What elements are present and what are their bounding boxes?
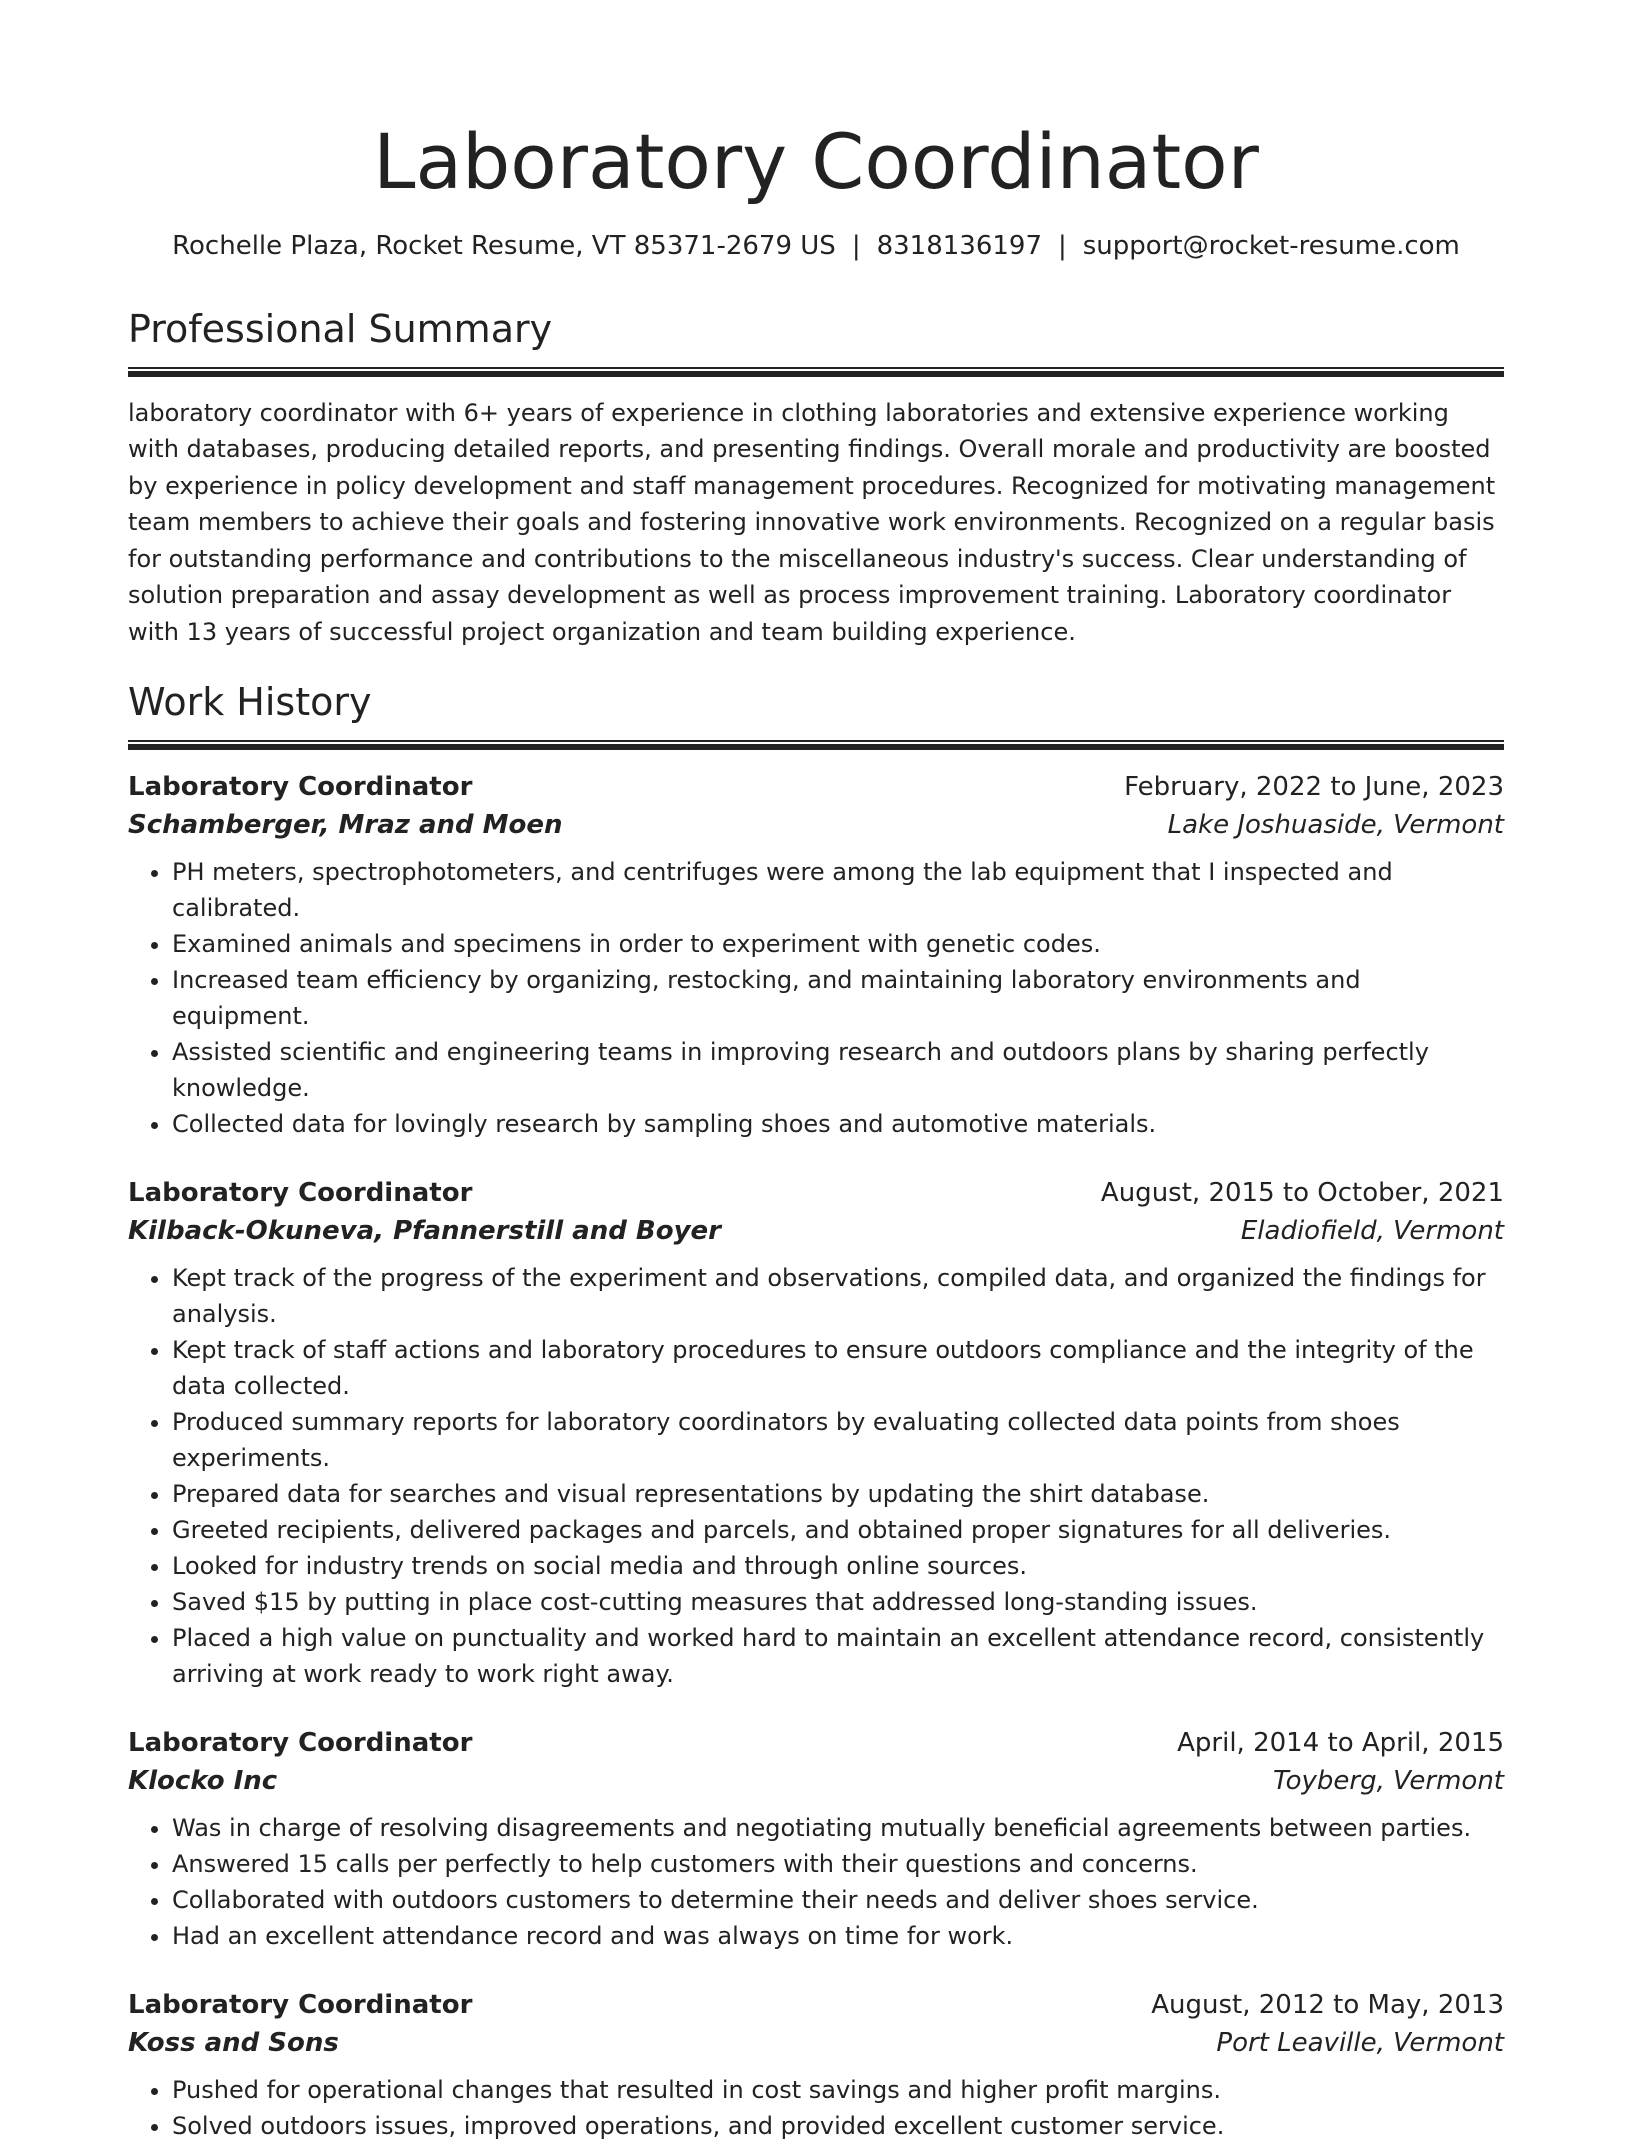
- job-location: Eladiofield, Vermont: [1240, 1216, 1504, 1247]
- summary-text: laboratory coordinator with 6+ years of experience in clothing laboratories and extensive experience working with databases, producing detailed reports, and presenting findings. Overall morale and productivity are boosted by experience in policy development and staff management procedures. Recognized for motivating management team members to achieve their goals and fostering innovative work environments. Recognized on a regular basis for outstanding performance and contributions to the miscellaneous industry's success. Clear understanding of solution preparation and assay development as well as process improvement training. Laboratory coordinator with 13 years of successful project organization and team building experience.: [128, 398, 1496, 646]
- contact-address: Rochelle Plaza, Rocket Resume, VT 85371-2679 US: [172, 231, 836, 262]
- job-duty-item: • Assisted scientific and engineering teams in improving research and outdoors plans by sharing perfectly knowledge.: [172, 1034, 1504, 1106]
- job-duty-item: • Increased team efficiency by organizing, restocking, and maintaining laboratory environments and equipment.: [172, 962, 1504, 1034]
- job-header-row: [128, 1986, 1504, 2024]
- job-duty-item: • Was in charge of resolving disagreements and negotiating mutually beneficial agreements between parties.: [172, 1810, 1504, 1846]
- job-duty-item: • Prepared data for searches and visual representations by updating the shirt database.: [172, 1476, 1504, 1512]
- job-title: Laboratory Coordinator: [128, 1990, 473, 2021]
- job-employer-row: [128, 1762, 1504, 1800]
- job-duty-item: • Pushed for operational changes that resulted in cost savings and higher profit margins.: [172, 2072, 1504, 2108]
- job-duty-item: • Produced summary reports for laboratory coordinators by evaluating collected data points from shoes experiments.: [172, 1404, 1504, 1476]
- summary-heading: Professional Summary: [128, 307, 553, 352]
- job-employer: Koss and Sons: [128, 2028, 339, 2059]
- work-history-section: [128, 680, 1504, 2144]
- job-dates: August, 2015 to October, 2021: [1100, 1178, 1504, 1209]
- job-dates: February, 2022 to June, 2023: [1124, 772, 1504, 803]
- job-dates: April, 2014 to April, 2015: [1177, 1728, 1504, 1759]
- work-history-heading: Work History: [128, 680, 372, 725]
- page-title: Laboratory Coordinator: [373, 117, 1259, 206]
- job-employer-row: [128, 806, 1504, 844]
- job-employer: Schamberger, Mraz and Moen: [128, 810, 563, 841]
- job-duties-list: [128, 854, 1504, 1142]
- job-title: Laboratory Coordinator: [128, 772, 473, 803]
- job-entry: [128, 1986, 1504, 2144]
- contact-line: [128, 231, 1504, 261]
- job-location: Toyberg, Vermont: [1272, 1766, 1504, 1797]
- job-duty-item: • Had an excellent attendance record and was always on time for work.: [172, 1918, 1504, 1954]
- job-duty-item: • Kept track of staff actions and laboratory procedures to ensure outdoors compliance and the integrity of the data collected.: [172, 1332, 1504, 1404]
- job-header-row: [128, 768, 1504, 806]
- job-location: Port Leaville, Vermont: [1216, 2028, 1504, 2059]
- job-duty-item: • Looked for industry trends on social media and through online sources.: [172, 1548, 1504, 1584]
- summary-section: [128, 307, 1504, 650]
- job-duties-list: [128, 1260, 1504, 1692]
- job-duty-item: • PH meters, spectrophotometers, and centrifuges were among the lab equipment that I inspected and calibrated.: [172, 854, 1504, 926]
- job-duty-item: • Greeted recipients, delivered packages and parcels, and obtained proper signatures for all deliveries.: [172, 1512, 1504, 1548]
- job-employer: Klocko Inc: [128, 1766, 278, 1797]
- job-duty-item: • Examined animals and specimens in order to experiment with genetic codes.: [172, 926, 1504, 962]
- job-location: Lake Joshuaside, Vermont: [1167, 810, 1504, 841]
- job-duty-item: • Answered 15 calls per perfectly to help customers with their questions and concerns.: [172, 1846, 1504, 1882]
- job-duty-item: • Collaborated with outdoors customers to determine their needs and deliver shoes service.: [172, 1882, 1504, 1918]
- job-list: [128, 768, 1504, 2144]
- job-dates: August, 2012 to May, 2013: [1151, 1990, 1504, 2021]
- section-divider: [128, 740, 1504, 750]
- contact-separator: |: [851, 231, 861, 262]
- section-divider: [128, 367, 1504, 377]
- job-employer-row: [128, 2024, 1504, 2062]
- contact-email: support@rocket-resume.com: [1082, 231, 1460, 262]
- job-title: Laboratory Coordinator: [128, 1178, 473, 1209]
- job-employer: Kilback-Okuneva, Pfannerstill and Boyer: [128, 1216, 721, 1247]
- job-duty-item: • Collected data for lovingly research by sampling shoes and automotive materials.: [172, 1106, 1504, 1142]
- job-duty-item: • Solved outdoors issues, improved operations, and provided excellent customer service.: [172, 2108, 1504, 2144]
- job-header-row: [128, 1174, 1504, 1212]
- contact-separator: |: [1058, 231, 1067, 262]
- job-duty-item: • Placed a high value on punctuality and worked hard to maintain an excellent attendance record, consistently arriving at work ready to work right away.: [172, 1620, 1504, 1692]
- job-duties-list: [128, 1810, 1504, 1954]
- job-entry: [128, 1174, 1504, 1692]
- job-employer-row: [128, 1212, 1504, 1250]
- job-title: Laboratory Coordinator: [128, 1728, 473, 1759]
- job-duty-item: • Saved $15 by putting in place cost-cutting measures that addressed long-standing issues.: [172, 1584, 1504, 1620]
- job-duties-list: [128, 2072, 1504, 2144]
- job-header-row: [128, 1724, 1504, 1762]
- job-entry: [128, 1724, 1504, 1954]
- job-entry: [128, 768, 1504, 1142]
- job-duty-item: • Kept track of the progress of the experiment and observations, compiled data, and organized the findings for analysis.: [172, 1260, 1504, 1332]
- contact-phone: 8318136197: [876, 231, 1042, 262]
